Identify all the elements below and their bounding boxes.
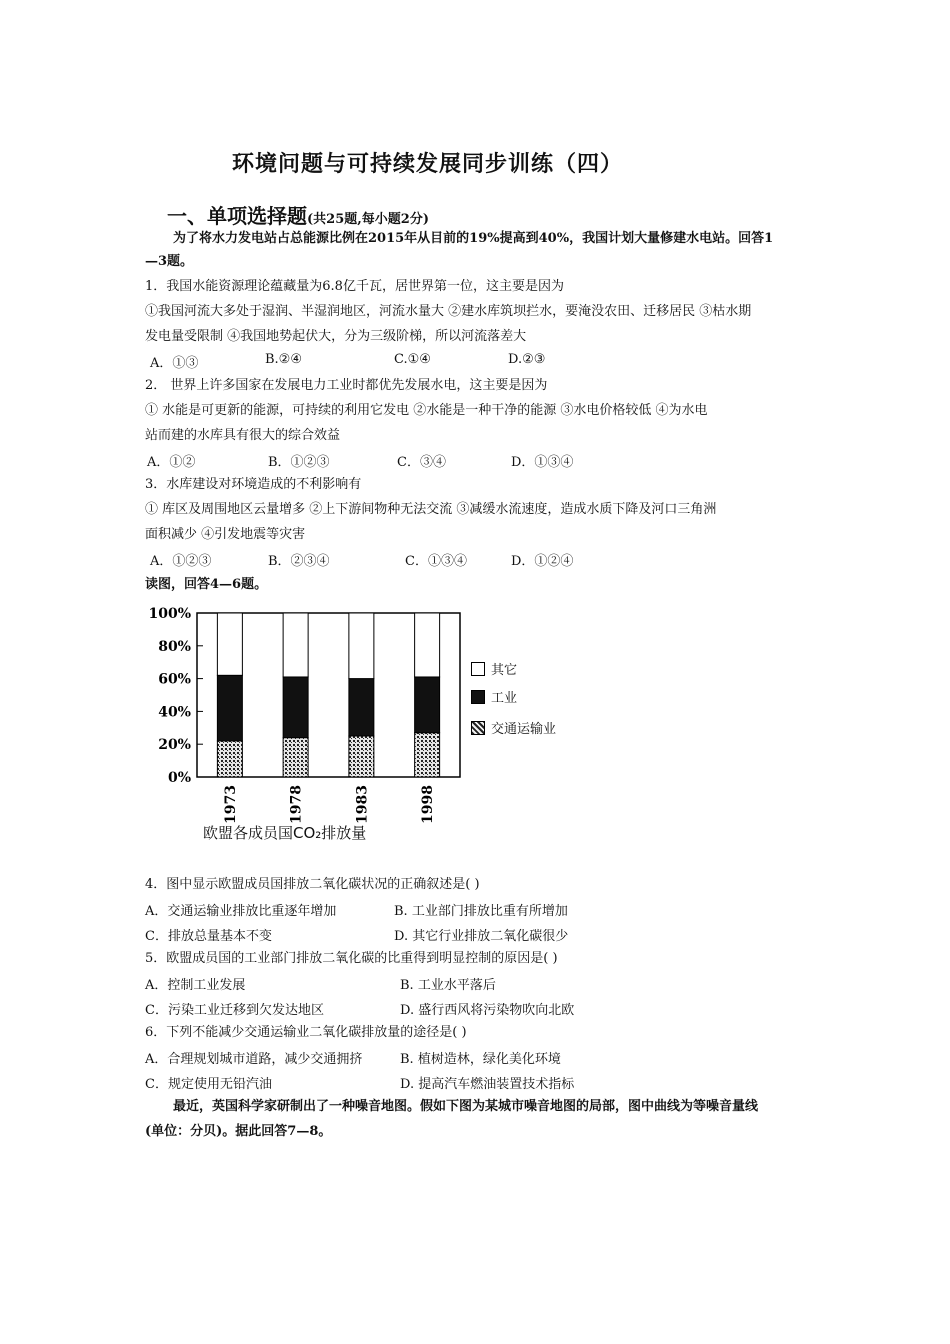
bar-segment — [217, 675, 242, 741]
q2-stem: 2． 世界上许多国家在发展电力工业时都优先发展水电，这主要是因为 — [145, 378, 548, 393]
y-tick-label: 20% — [158, 737, 191, 754]
q2-option-d: D．①③④ — [511, 455, 574, 470]
q5-stem: 5．欧盟成员国的工业部门排放二氧化碳的比重得到明显控制的原因是( ) — [145, 951, 558, 966]
q5-option-a: A．控制工业发展 — [145, 978, 246, 993]
q4-option-d: D. 其它行业排放二氧化碳很少 — [394, 929, 569, 944]
bar-segment — [349, 679, 374, 736]
chart-title: 欧盟各成员国CO₂排放量 — [203, 824, 367, 842]
legend-swatch-industry — [471, 690, 485, 704]
y-tick-label: 80% — [158, 638, 191, 655]
legend-swatch-transport — [471, 721, 485, 735]
section-heading-text: 一、单项选择题 — [167, 204, 307, 228]
q6-stem: 6．下列不能减少交通运输业二氧化碳排放量的途径是( ) — [145, 1025, 467, 1040]
intro3-line2: (单位：分贝)。据此回答7—8。 — [145, 1124, 332, 1139]
document-title: 环境问题与可持续发展同步训练（四） — [232, 151, 624, 177]
q6-option-b: B. 植树造林，绿化美化环境 — [400, 1052, 561, 1067]
y-tick-label: 60% — [158, 671, 191, 688]
legend-label-transport: 交通运输业 — [491, 722, 557, 737]
intro2: 读图，回答4—6题。 — [145, 577, 268, 592]
q2-option-a: A．①② — [147, 455, 196, 470]
bar-segment — [415, 733, 440, 777]
bar-segment — [283, 677, 308, 738]
y-tick-label: 0% — [167, 770, 191, 786]
q4-stem: 4．图中显示欧盟成员国排放二氧化碳状况的正确叙述是( ) — [145, 877, 480, 892]
bar-segment — [415, 613, 440, 677]
bar-segment — [415, 677, 440, 733]
bar-segment — [283, 738, 308, 777]
q1-line2: 发电量受限制 ④我国地势起伏大，分为三级阶梯，所以河流落差大 — [145, 329, 527, 344]
q1-option-b: B.②④ — [265, 352, 302, 367]
y-tick-label: 40% — [158, 704, 191, 721]
q3-option-d: D．①②④ — [511, 554, 574, 569]
q6-option-c: C．规定使用无铅汽油 — [145, 1077, 272, 1092]
q1-stem: 1．我国水能资源理论蕴藏量为6.8亿千瓦，居世界第一位，这主要是因为 — [145, 279, 564, 294]
q5-option-b: B. 工业水平落后 — [400, 978, 496, 993]
intro3-line1: 最近，英国科学家研制出了一种噪音地图。假如下图为某城市噪音地图的局部，图中曲线为等噪音量线 — [173, 1099, 759, 1114]
q3-line2: 面积减少 ④引发地震等灾害 — [145, 527, 306, 542]
intro1-line1: 为了将水力发电站占总能源比例在2015年从目前的19%提高到40%，我国计划大量修建水电站。回答1 — [173, 231, 774, 246]
bar-segment — [217, 613, 242, 675]
x-tick-label: 1998 — [420, 785, 437, 824]
q3-option-c: C．①③④ — [405, 554, 467, 569]
q3-option-b: B．②③④ — [268, 554, 330, 569]
q2-line2: 站而建的水库具有很大的综合效益 — [145, 428, 341, 443]
x-tick-label: 1973 — [222, 785, 239, 824]
intro1-line2: —3题。 — [145, 254, 194, 269]
q6-option-a: A．合理规划城市道路，减少交通拥挤 — [145, 1052, 363, 1067]
q5-option-d: D. 盛行西风将污染物吹向北欧 — [400, 1003, 575, 1018]
q2-option-c: C．③④ — [397, 455, 446, 470]
legend-label-industry: 工业 — [491, 691, 518, 706]
section-heading — [167, 200, 429, 229]
bar-segment — [349, 736, 374, 777]
q2-option-b: B．①②③ — [268, 455, 330, 470]
bar-segment — [217, 741, 242, 777]
q1-option-a: A．①③ — [150, 356, 199, 371]
q1-option-c: C.①④ — [394, 352, 431, 367]
legend-item-transport — [471, 718, 556, 737]
q3-stem: 3．水库建设对环境造成的不利影响有 — [145, 477, 362, 492]
q6-option-d: D. 提高汽车燃油装置技术指标 — [400, 1077, 575, 1092]
q5-option-c: C．污染工业迁移到欠发达地区 — [145, 1003, 324, 1018]
bar-segment — [283, 613, 308, 677]
q4-option-b: B. 工业部门排放比重有所增加 — [394, 904, 568, 919]
co2-emission-chart — [145, 600, 595, 855]
q4-option-a: A．交通运输业排放比重逐年增加 — [145, 904, 337, 919]
bar-segment — [349, 613, 374, 679]
x-tick-label: 1983 — [354, 785, 371, 824]
q1-line1: ①我国河流大多处于湿润、半湿润地区，河流水量大 ②建水库筑坝拦水，要淹没农田、迁移居民 ③枯水期 — [145, 304, 752, 319]
legend-item-industry — [471, 687, 517, 706]
q3-option-a: A．①②③ — [150, 554, 212, 569]
y-tick-label: 100% — [148, 606, 191, 622]
q4-option-c: C．排放总量基本不变 — [145, 929, 272, 944]
section-heading-note: (共25题,每小题2分) — [307, 212, 429, 227]
q1-option-d: D.②③ — [508, 352, 546, 367]
x-tick-label: 1978 — [288, 785, 305, 824]
q2-line1: ① 水能是可更新的能源，可持续的利用它发电 ②水能是一种干净的能源 ③水电价格较低 ④为水电 — [145, 403, 708, 418]
legend-label-other: 其它 — [491, 663, 518, 678]
legend-item-other — [471, 659, 517, 678]
legend-swatch-other — [471, 662, 485, 676]
q3-line1: ① 库区及周围地区云量增多 ②上下游间物种无法交流 ③减缓水流速度，造成水质下降及河口三角洲 — [145, 502, 717, 517]
